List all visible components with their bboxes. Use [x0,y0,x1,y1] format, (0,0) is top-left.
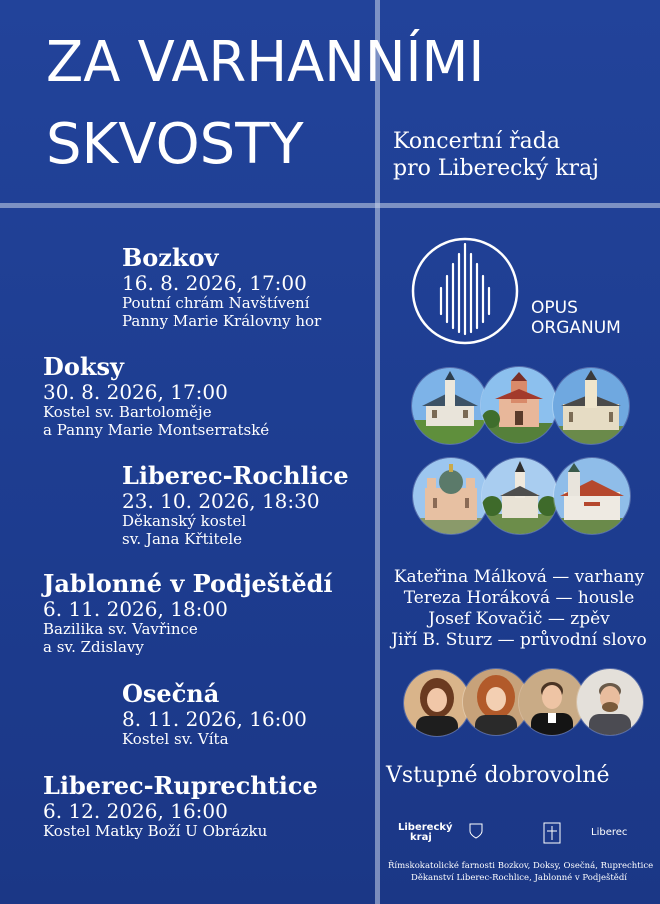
event-venue-line-1: Děkanský kostel [122,512,247,530]
event-venue-line-2: Panny Marie Královny hor [122,312,322,330]
performer-2: Tereza Horáková — housle [403,588,635,608]
event-date: 30. 8. 2026, 17:00 [43,380,228,404]
performer-photo-malkova [404,670,470,736]
church-photo-osecna [482,458,558,534]
church-photo-jablonne [413,458,489,534]
event-date: 8. 11. 2026, 16:00 [122,707,307,731]
event-jablonne [43,570,333,656]
liberecky-kraj-line-2: kraj [410,832,432,843]
logo-text-line-1: OPUS [531,298,578,318]
title-line-1: ZA VARHANNÍMI [46,30,485,95]
opus-organum-logo-icon [410,236,520,346]
event-venue-line-2: sv. Jana Křtitele [122,530,243,548]
logo-text-line-2: ORGANUM [531,318,621,338]
title-line-2: SKVOSTY [46,112,304,177]
event-date: 6. 11. 2026, 18:00 [43,597,228,621]
liberecky-kraj-line-1: Liberecký [398,822,453,833]
event-place: Liberec-Rochlice [122,461,349,490]
event-venue-line-1: Kostel sv. Víta [122,730,229,748]
entry-info: Vstupné dobrovolné [386,763,610,788]
performer-1: Kateřina Málková — varhany [393,567,645,587]
subtitle [393,128,599,182]
subtitle-line-2: pro Liberecký kraj [393,156,599,181]
horizontal-cross-line [0,203,660,208]
event-venue-line-1: Kostel sv. Bartoloměje [43,403,212,421]
event-place: Osečná [122,679,220,708]
event-date: 16. 8. 2026, 17:00 [122,271,307,295]
liberec-logo: Liberec [591,827,628,838]
event-osecna [122,680,307,748]
event-venue-line-2: a Panny Marie Montserratské [43,421,270,439]
footer-line-1: Římskokatolické farnosti Bozkov, Doksy, Osečná, Ruprechtice [388,861,654,871]
performer-photo-sturz [577,669,643,735]
performer-4: Jiří B. Sturz — průvodní slovo [391,630,647,650]
event-venue-line-1: Poutní chrám Navštívení [122,294,310,312]
diocese-logo-icon [543,822,561,848]
event-place: Doksy [43,352,124,381]
event-place: Liberec-Ruprechtice [43,771,318,800]
church-photo-bozkov [412,368,488,444]
event-place: Bozkov [122,243,219,272]
event-venue-line-1: Kostel Matky Boží U Obrázku [43,822,268,840]
performers-list [388,567,650,651]
event-date: 6. 12. 2026, 16:00 [43,799,228,823]
event-doksy [43,353,269,439]
subtitle-line-1: Koncertní řada [393,129,560,154]
performer-photo-kovacic [519,669,585,735]
footer-organizers [388,860,654,884]
event-liberec-rochlice [122,462,349,548]
event-venue-line-2: a sv. Zdislavy [43,638,144,656]
event-liberec-ruprechtice [43,772,318,840]
event-venue-line-1: Bazilika sv. Vavřince [43,620,198,638]
event-place: Jablonné v Podještědí [43,569,333,598]
event-date: 23. 10. 2026, 18:30 [122,489,320,513]
church-photo-doksy [481,367,557,443]
coat-of-arms-icon [469,823,483,843]
church-photo-liberec-rochlice [553,368,629,444]
event-bozkov [122,244,321,330]
logo-text [531,298,621,338]
vertical-cross-line [375,0,380,904]
footer-line-2: Děkanství Liberec-Rochlice, Jablonné v Podještědí [411,873,627,883]
performer-3: Josef Kovačič — zpěv [428,609,610,629]
liberecky-kraj-logo [398,823,453,843]
church-photo-ruprechtice [554,458,630,534]
